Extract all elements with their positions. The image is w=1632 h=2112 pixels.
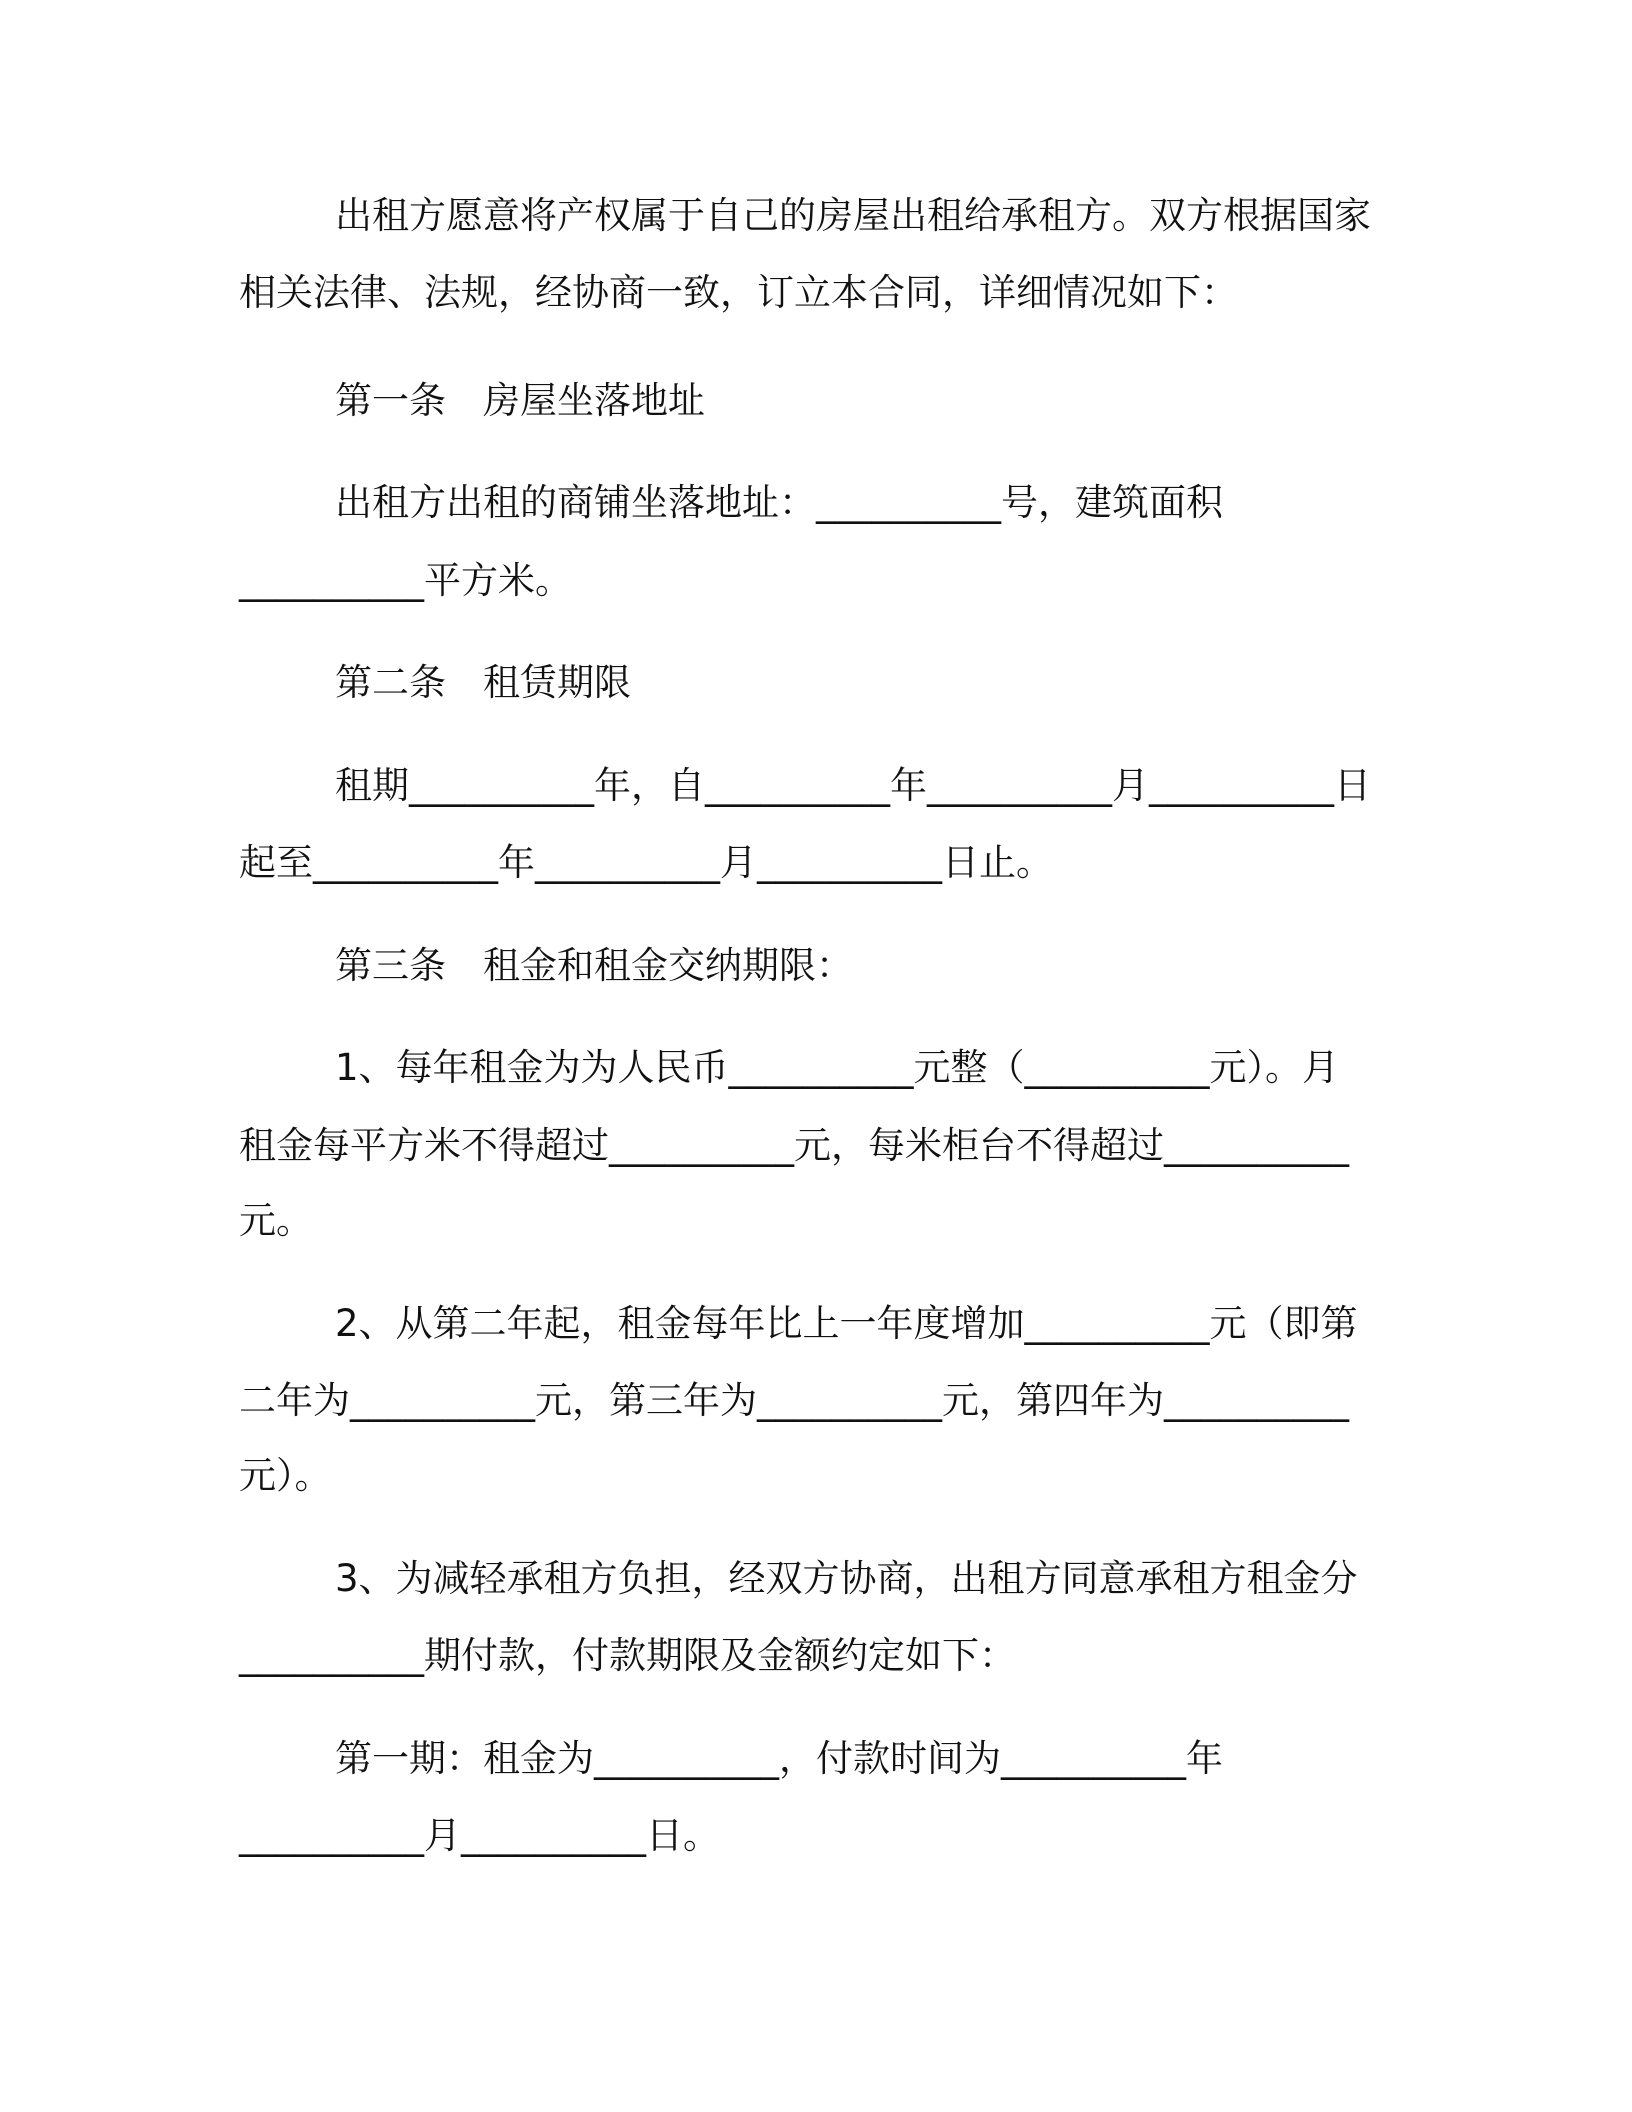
article-2-line-2: 起至__________年__________月__________日止。	[239, 841, 1053, 884]
article-1-line-1: 出租方出租的商铺坐落地址：__________号，建筑面积	[335, 481, 1223, 524]
phase-1-line-2: __________月__________日。	[239, 1814, 720, 1857]
intro-line-2: 相关法律、法规，经协商一致，订立本合同，详细情况如下：	[239, 271, 1238, 314]
item-3-line-2: __________期付款，付款期限及金额约定如下：	[239, 1634, 1016, 1677]
article-2-line-1: 租期__________年，自__________年__________月__________日	[335, 764, 1371, 807]
article-1-line-2: __________平方米。	[239, 559, 572, 602]
item-3-line-1: 3、为减轻承租方负担，经双方协商，出租方同意承租方租金分	[335, 1557, 1358, 1600]
item-2-line-3: 元）。	[239, 1454, 332, 1497]
phase-1-line-1: 第一期：租金为__________，付款时间为__________年	[335, 1737, 1223, 1780]
item-1-line-1: 1、每年租金为为人民币__________元整（__________元）。月	[335, 1046, 1340, 1089]
intro-line-1: 出租方愿意将产权属于自己的房屋出租给承租方。双方根据国家	[335, 194, 1371, 237]
item-1-line-3: 元。	[239, 1199, 313, 1242]
item-2-line-1: 2、从第二年起，租金每年比上一年度增加__________元（即第	[335, 1302, 1358, 1345]
article-2-title: 第二条 租赁期限	[335, 661, 631, 704]
item-2-line-2: 二年为__________元，第三年为__________元，第四年为__________	[239, 1379, 1349, 1422]
item-1-line-2: 租金每平方米不得超过__________元，每米柜台不得超过__________	[239, 1124, 1349, 1167]
article-3-title: 第三条 租金和租金交纳期限：	[335, 944, 853, 987]
article-1-title: 第一条 房屋坐落地址	[335, 379, 705, 422]
